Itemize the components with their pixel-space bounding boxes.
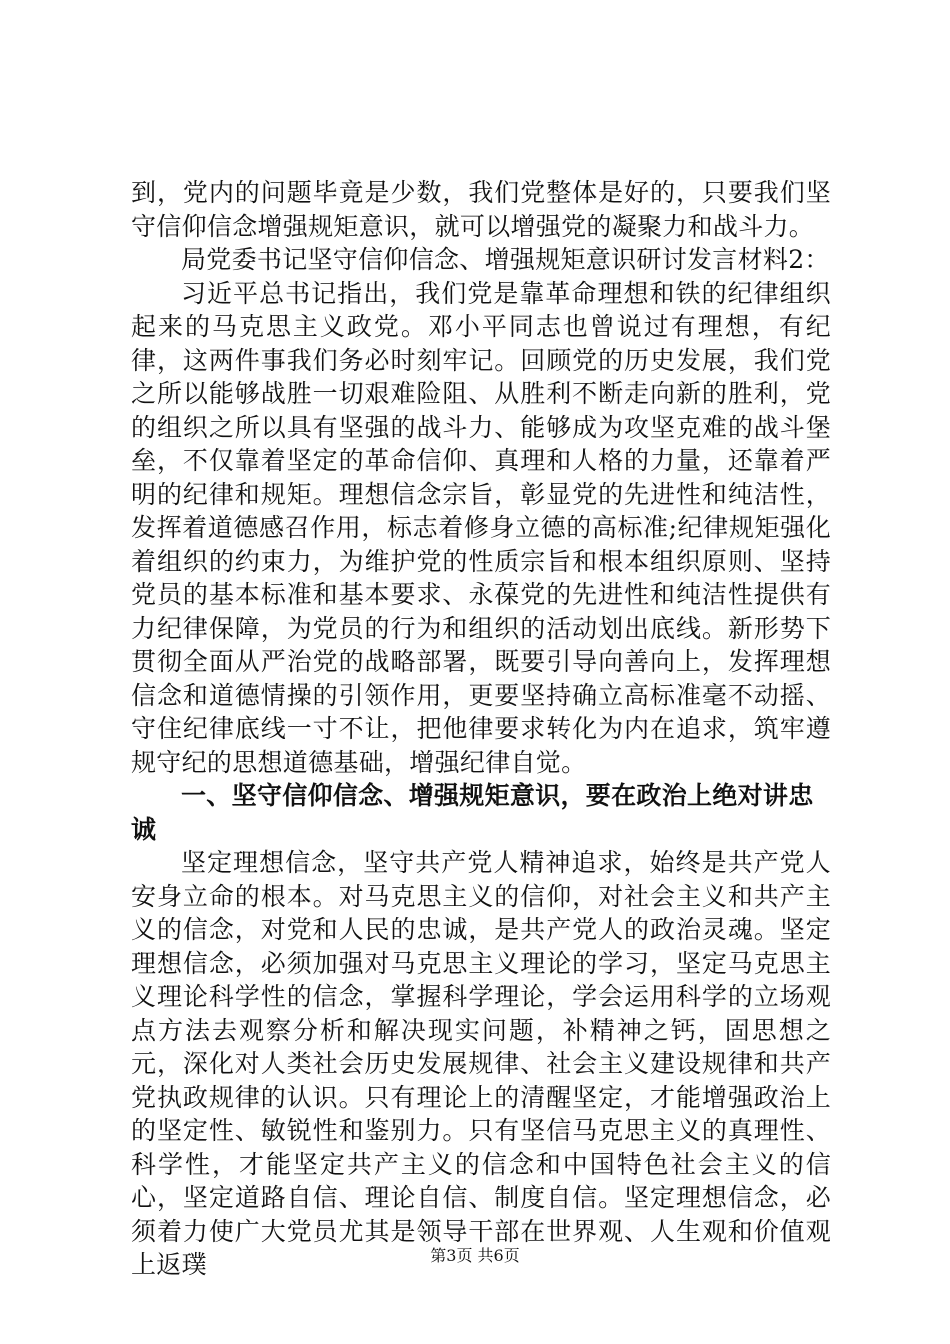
page-footer: 第3页 共6页 <box>430 1246 520 1265</box>
paragraph-material-title: 局党委书记坚守信仰信念、增强规矩意识研讨发言材料2： <box>181 245 830 274</box>
document-body <box>131 176 831 1282</box>
paragraph-continuation: 到，党内的问题毕竟是少数，我们党整体是好的，只要我们坚守信仰信念增强规矩意识，就可以增强党的凝聚力和战斗力。 <box>131 178 831 241</box>
paragraph-section-body: 坚定理想信念，坚守共产党人精神追求，始终是共产党人安身立命的根本。对马克思主义的信仰，对社会主义和共产主义的信念，对党和人民的忠诚，是共产党人的政治灵魂。坚定理想信念，必须加强对马克思主义理论的学习，坚定马克思主义理论科学性的信念，掌握科学理论，学会运用科学的立场观点方法去观察分析和解决现实问题，补精神之钙，固思想之元，深化对人类社会历史发展规律、社会主义建设规律和共产党执政规律的认识。只有理论上的清醒坚定，才能增强政治上的坚定性、敏锐性和鉴别力。只有坚信马克思主义的真理性、科学性，才能坚定共产主义的信念和中国特色社会主义的信心，坚定道路自信、理论自信、制度自信。坚定理想信念，必须着力使广大党员尤其是领导干部在世界观、人生观和价值观上返璞 <box>131 848 831 1279</box>
section-heading: 一、坚守信仰信念、增强规矩意识，要在政治上绝对讲忠诚 <box>131 781 814 844</box>
paragraph-intro: 习近平总书记指出，我们党是靠革命理想和铁的纪律组织起来的马克思主义政党。邓小平同志也曾说过有理想，有纪律，这两件事我们务必时刻牢记。回顾党的历史发展，我们党之所以能够战胜一切艰难险阻、从胜利不断走向新的胜利，党的组织之所以具有坚强的战斗力、能够成为攻坚克难的战斗堡垒，不仅靠着坚定的革命信仰、真理和人格的力量，还靠着严明的纪律和规矩。理想信念宗旨，彰显党的先进性和纯洁性，发挥着道德感召作用，标志着修身立德的高标准;纪律规矩强化着组织的约束力，为维护党的性质宗旨和根本组织原则、坚持党员的基本标准和基本要求、永葆党的先进性和纯洁性提供有力纪律保障，为党员的行为和组织的活动划出底线。新形势下贯彻全面从严治党的战略部署，既要引导向善向上，发挥理想信念和道德情操的引领作用，更要坚持确立高标准毫不动摇、守住纪律底线一寸不让，把他律要求转化为内在追求，筑牢遵规守纪的思想道德基础，增强纪律自觉。 <box>131 278 831 777</box>
